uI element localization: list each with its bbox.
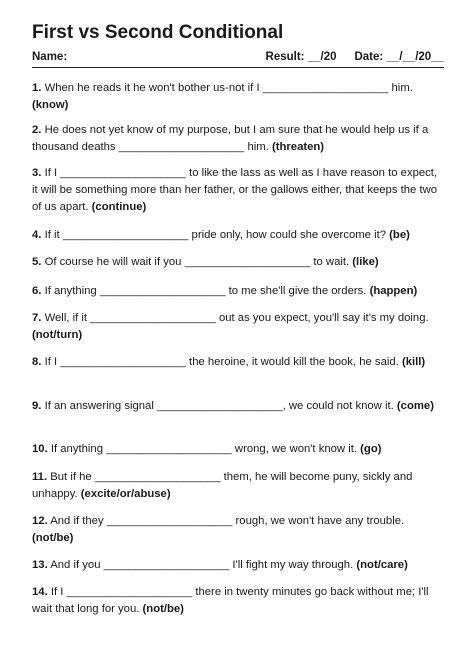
question-4: 4. If it ____________________ pride only, how could she overcome it? (be) [32,229,410,241]
question-8: 8. If I ____________________ the heroine, it would kill the book, he said. (kill) [32,356,426,368]
header-divider [32,67,444,68]
question-6: 6. If anything ____________________ to me she'll give the orders. (happen) [32,285,418,297]
question-2: 2. He does not yet know of my purpose, but I am sure that he would help us if a thousand deaths ____________________ him. (threaten) [32,124,429,153]
question-3: 3. If I ____________________ to like the lass as well as I have reason to expect, it will be something more than her father, or the gallows either, that keeps the two of us apart. (continue) [32,167,438,213]
worksheet-title: First vs Second Conditional [32,22,284,43]
question-10: 10. If anything ____________________ wrong, we won't know it. (go) [32,443,382,455]
worksheet-header [32,51,444,63]
result-label: Result: __/20 [265,51,337,63]
question-9: 9. If an answering signal ____________________, we could not know it. (come) [32,400,434,412]
question-7: 7. Well, if it ____________________ out as you expect, you'll say it's my doing. (not/turn) [32,312,429,341]
question-14: 14. If I ____________________ there in twenty minutes go back without me; I'll wait that long for you. (not/be) [32,586,429,615]
date-label: Date: __/__/20__ [354,51,444,63]
name-label: Name: [32,51,68,63]
question-12: 12. And if they ____________________ rough, we won't have any trouble. (not/be) [32,515,405,544]
question-5: 5. Of course he will wait if you ____________________ to wait. (like) [32,256,379,268]
question-1: 1. When he reads it he won't bother us-not if I ____________________ him. (know) [32,82,413,111]
question-13: 13. And if you ____________________ I'll fight my way through. (not/care) [32,559,408,571]
question-11: 11. But if he ____________________ them, he will become puny, sickly and unhappy. (excite/or/abuse) [32,471,413,500]
